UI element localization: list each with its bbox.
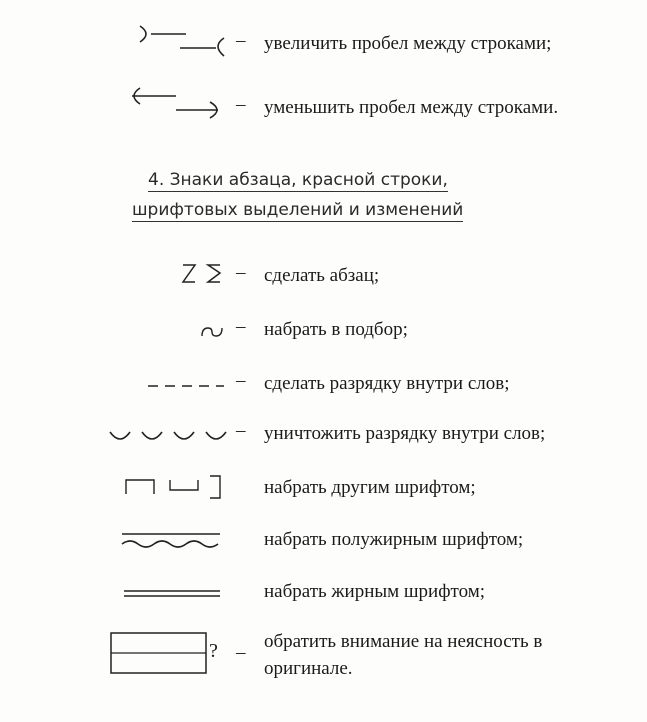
row-other-font bbox=[0, 470, 647, 510]
row-description: увеличить пробел между строками; bbox=[264, 33, 552, 54]
increase-spacing-mark-icon bbox=[138, 24, 230, 58]
row-semibold bbox=[0, 522, 647, 562]
row-description: сделать абзац; bbox=[264, 265, 380, 286]
section-heading-line-2: шрифтовых выделений и изменений bbox=[132, 200, 464, 220]
row-dash: – bbox=[236, 370, 246, 391]
row-description: набрать другим шрифтом; bbox=[264, 477, 476, 498]
row-dash: – bbox=[236, 30, 246, 51]
row-dash: – bbox=[236, 94, 246, 115]
spacing-dashes-icon bbox=[146, 374, 228, 390]
row-description: уничтожить разрядку внутри слов; bbox=[264, 423, 546, 444]
other-font-brackets-icon bbox=[124, 474, 224, 500]
row-new-paragraph bbox=[0, 256, 647, 296]
row-run-in bbox=[0, 310, 647, 350]
row-description: набрать жирным шрифтом; bbox=[264, 581, 486, 602]
row-dash: – bbox=[236, 642, 246, 663]
unclear-box-icon bbox=[110, 632, 208, 676]
row-description: набрать в подбор; bbox=[264, 319, 408, 340]
run-in-mark-icon bbox=[200, 320, 226, 340]
row-dash: – bbox=[236, 420, 246, 441]
row-description: сделать разрядку внутри слов; bbox=[264, 373, 510, 394]
row-dash: – bbox=[236, 262, 246, 283]
remove-spacing-arcs-icon bbox=[108, 428, 226, 444]
row-decrease-spacing bbox=[0, 84, 647, 124]
row-letter-spacing bbox=[0, 364, 647, 404]
section-heading-line-1: 4. Знаки абзаца, красной строки, bbox=[148, 170, 448, 190]
row-dash: – bbox=[236, 316, 246, 337]
question-mark: ? bbox=[209, 640, 218, 662]
semibold-wavy-underline-icon bbox=[120, 528, 224, 552]
bold-double-underline-icon bbox=[122, 586, 224, 602]
row-bold bbox=[0, 576, 647, 616]
decrease-spacing-mark-icon bbox=[128, 86, 228, 122]
row-unclear-original bbox=[0, 628, 647, 708]
row-description: уменьшить пробел между строками. bbox=[264, 97, 559, 118]
row-remove-spacing bbox=[0, 418, 647, 458]
paragraph-mark-icon bbox=[180, 262, 224, 286]
row-description: набрать полужирным шрифтом; bbox=[264, 529, 524, 550]
row-description: обратить внимание на неясность в оригинале. bbox=[264, 631, 543, 679]
row-increase-spacing bbox=[0, 22, 647, 62]
